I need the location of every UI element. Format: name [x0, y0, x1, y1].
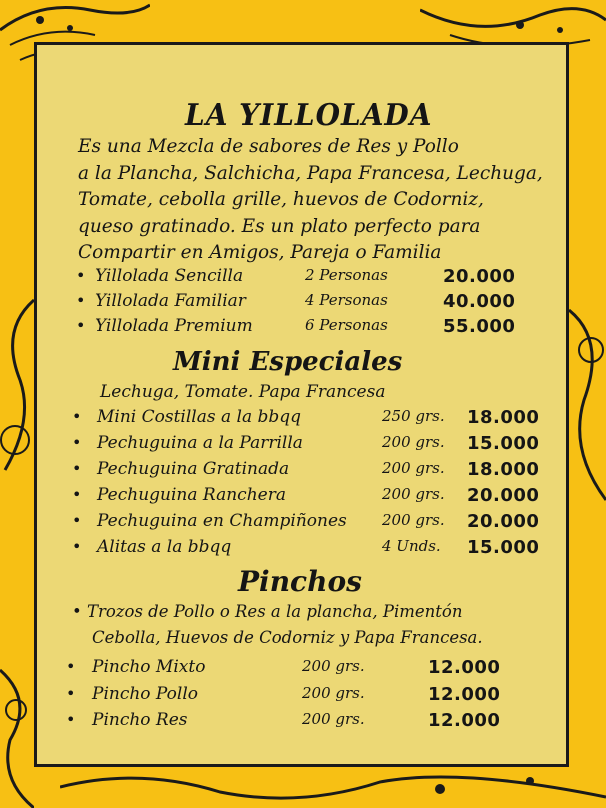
item-price: 12.000	[428, 657, 501, 678]
mini-especiales-subtitle: Lechuga, Tomate. Papa Francesa	[100, 382, 386, 402]
item-name: Yillolada Premium	[95, 316, 253, 336]
bullet-icon: •	[66, 657, 76, 676]
item-portion: 4 Personas	[305, 291, 388, 309]
item-price: 40.000	[443, 291, 516, 312]
item-price: 12.000	[428, 710, 501, 731]
item-name: Pincho Mixto	[92, 657, 206, 677]
item-portion: 200 grs.	[302, 684, 365, 702]
item-name: Mini Costillas a la bbqq	[97, 407, 302, 427]
bullet-icon: •	[72, 407, 82, 426]
item-name: Pechuguina Gratinada	[97, 459, 290, 479]
menu-item	[0, 657, 606, 683]
pinchos-description-line	[72, 602, 462, 621]
description-line: Trozos de Pollo o Res a la plancha, Pimentón	[86, 602, 463, 621]
bullet-icon: •	[72, 537, 82, 556]
menu-item	[0, 537, 606, 563]
menu-item	[0, 710, 606, 736]
item-name: Pincho Res	[92, 710, 188, 730]
item-price: 20.000	[443, 266, 516, 287]
bullet-icon: •	[72, 433, 82, 452]
description-line: Es una Mezcla de sabores de Res y Pollo	[78, 136, 459, 157]
description-line: a la Plancha, Salchicha, Papa Francesa, Lechuga,	[78, 162, 543, 184]
menu-item	[0, 433, 606, 459]
menu-item	[0, 291, 606, 317]
item-price: 12.000	[428, 684, 501, 705]
menu-item	[0, 316, 606, 342]
bullet-icon: •	[72, 485, 82, 504]
menu-item	[0, 485, 606, 511]
yillolada-description	[78, 134, 543, 267]
item-portion: 200 grs.	[382, 459, 445, 477]
item-portion: 200 grs.	[302, 657, 365, 675]
bullet-icon: •	[72, 602, 82, 621]
bullet-icon: •	[72, 459, 82, 478]
bullet-icon: •	[66, 684, 76, 703]
description-line: queso gratinado. Es un plato perfecto para	[78, 215, 481, 237]
section-title-mini-especiales: Mini Especiales	[173, 347, 403, 377]
menu-item	[0, 459, 606, 485]
item-portion: 200 grs.	[382, 433, 445, 451]
description-line: Tomate, cebolla grille, huevos de Codorniz,	[78, 189, 484, 210]
menu-item	[0, 266, 606, 292]
item-portion: 2 Personas	[305, 266, 388, 284]
bullet-icon: •	[76, 316, 86, 335]
item-price: 15.000	[467, 433, 540, 454]
item-price: 55.000	[443, 316, 516, 337]
bullet-icon: •	[72, 511, 82, 530]
section-title-pinchos: Pinchos	[238, 565, 362, 598]
bullet-icon: •	[76, 291, 86, 310]
menu-item	[0, 407, 606, 433]
item-name: Pechuguina Ranchera	[97, 485, 286, 505]
food-doodle-bottom-icon	[60, 767, 606, 808]
section-title-yillolada: LA YILLOLADA	[185, 96, 433, 133]
pinchos-description-line: Cebolla, Huevos de Codorniz y Papa Francesa.	[92, 628, 483, 647]
item-name: Yillolada Sencilla	[95, 266, 244, 286]
item-portion: 200 grs.	[302, 710, 365, 728]
item-name: Alitas a la bbqq	[97, 537, 232, 557]
bullet-icon: •	[76, 266, 86, 285]
menu-item	[0, 684, 606, 710]
bullet-icon: •	[66, 710, 76, 729]
item-portion: 200 grs.	[382, 511, 445, 529]
item-name: Pincho Pollo	[92, 684, 199, 704]
item-portion: 200 grs.	[382, 485, 445, 503]
item-portion: 250 grs.	[382, 407, 445, 425]
item-price: 20.000	[467, 485, 540, 506]
item-name: Pechuguina a la Parrilla	[97, 433, 303, 453]
item-name: Pechuguina en Champiñones	[97, 511, 347, 531]
item-portion: 4 Unds.	[382, 537, 441, 555]
item-name: Yillolada Familiar	[95, 291, 246, 311]
menu-item	[0, 511, 606, 537]
item-price: 15.000	[467, 537, 540, 558]
item-price: 18.000	[467, 407, 540, 428]
description-line: Compartir en Amigos, Pareja o Familia	[78, 242, 442, 263]
item-price: 20.000	[467, 511, 540, 532]
item-portion: 6 Personas	[305, 316, 388, 334]
item-price: 18.000	[467, 459, 540, 480]
